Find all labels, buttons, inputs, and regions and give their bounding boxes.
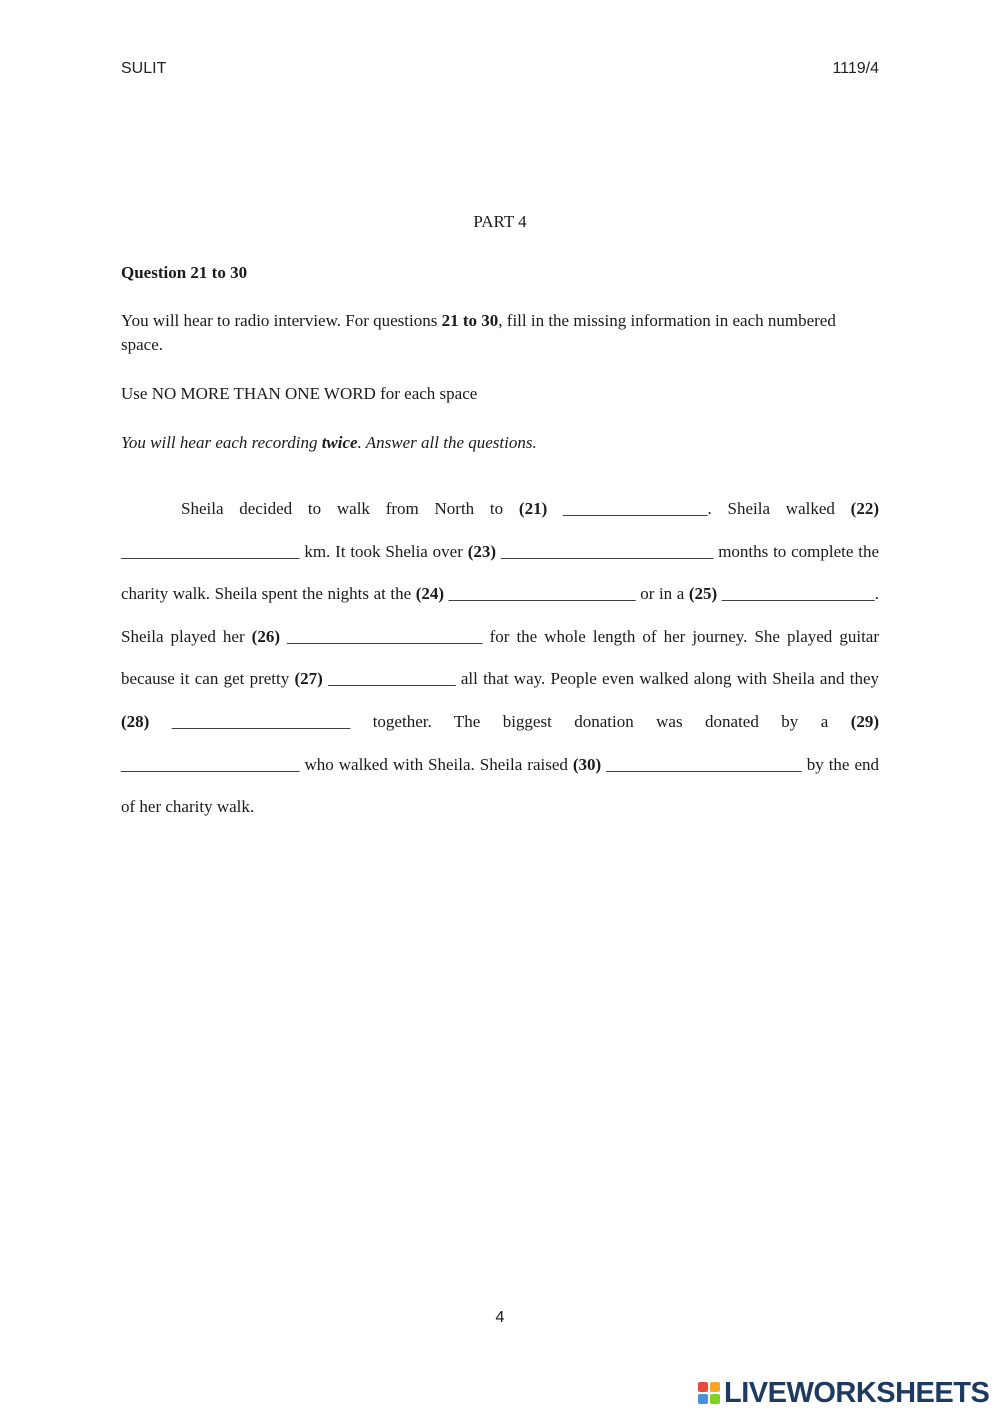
header-right: 1119/4	[832, 60, 879, 77]
question-number-30: (30)	[572, 754, 602, 774]
question-number-25: (25)	[688, 584, 718, 604]
passage-text: who walked with Sheila. Sheila raised	[299, 754, 573, 774]
question-range: 21 to 30	[441, 311, 499, 330]
answer-blank-24[interactable]: ______________________	[448, 584, 636, 604]
answer-blank-25[interactable]: __________________	[721, 584, 875, 604]
answer-blank-22[interactable]: _____________________	[121, 541, 300, 561]
gap-fill-passage	[121, 488, 879, 829]
passage-text: months to complete the charity walk. Sheila spent the nights at the	[121, 541, 880, 604]
liveworksheets-logo[interactable]	[698, 1375, 989, 1411]
question-number-26: (26)	[251, 626, 280, 646]
answer-blank-23[interactable]: _________________________	[500, 541, 714, 561]
question-number-29: (29)	[850, 711, 880, 731]
answer-blank-27[interactable]: _______________	[328, 669, 456, 689]
page-number: 4	[495, 1309, 505, 1326]
passage-text: for the whole length of her journey. She played guitar because it can get pretty	[121, 626, 880, 689]
passage-text: or in a	[635, 584, 689, 604]
passage-text: all that way. People even walked along with Sheila and they	[455, 669, 879, 689]
answer-blank-21[interactable]: _________________	[563, 499, 708, 518]
passage-text: together. The biggest donation was donated by a	[350, 711, 851, 731]
instruction-text: . Answer all the questions.	[357, 433, 537, 452]
part-title: PART 4	[473, 212, 527, 231]
brand-name: LIVEWORKSHEETS	[724, 1376, 990, 1409]
question-number-27: (27)	[294, 669, 323, 689]
question-number-28: (28)	[121, 711, 150, 731]
emphasis-twice: twice	[321, 433, 358, 452]
instruction-word-limit: Use NO MORE THAN ONE WORD for each space	[121, 384, 478, 403]
answer-blank-26[interactable]: _______________________	[287, 626, 483, 646]
header-left: SULIT	[121, 60, 167, 77]
passage-text: Sheila decided to walk from North to	[181, 499, 519, 518]
passage-text: . Sheila played her	[121, 584, 880, 646]
passage-text: by the end of her charity walk.	[121, 754, 879, 817]
instruction-text: You will hear to radio interview. For questions	[121, 311, 442, 330]
liveworksheets-logo-icon	[698, 1382, 720, 1404]
answer-blank-30[interactable]: _______________________	[606, 754, 802, 774]
question-number-23: (23)	[467, 541, 497, 561]
answer-blank-28[interactable]: _____________________	[171, 711, 351, 731]
question-number-21: (21)	[518, 499, 548, 518]
instruction-text: You will hear each recording	[121, 433, 322, 452]
answer-blank-29[interactable]: _____________________	[121, 754, 300, 774]
passage-text: . Sheila walked	[707, 499, 851, 518]
question-number-22: (22)	[850, 499, 879, 518]
passage-text: km. It took Shelia over	[299, 541, 468, 561]
question-number-24: (24)	[415, 584, 445, 604]
instruction-fill-in	[121, 309, 879, 357]
instruction-recording	[121, 431, 879, 455]
instruction-text: , fill in the missing information in each numbered space.	[121, 311, 836, 354]
question-heading: Question 21 to 30	[121, 263, 248, 282]
